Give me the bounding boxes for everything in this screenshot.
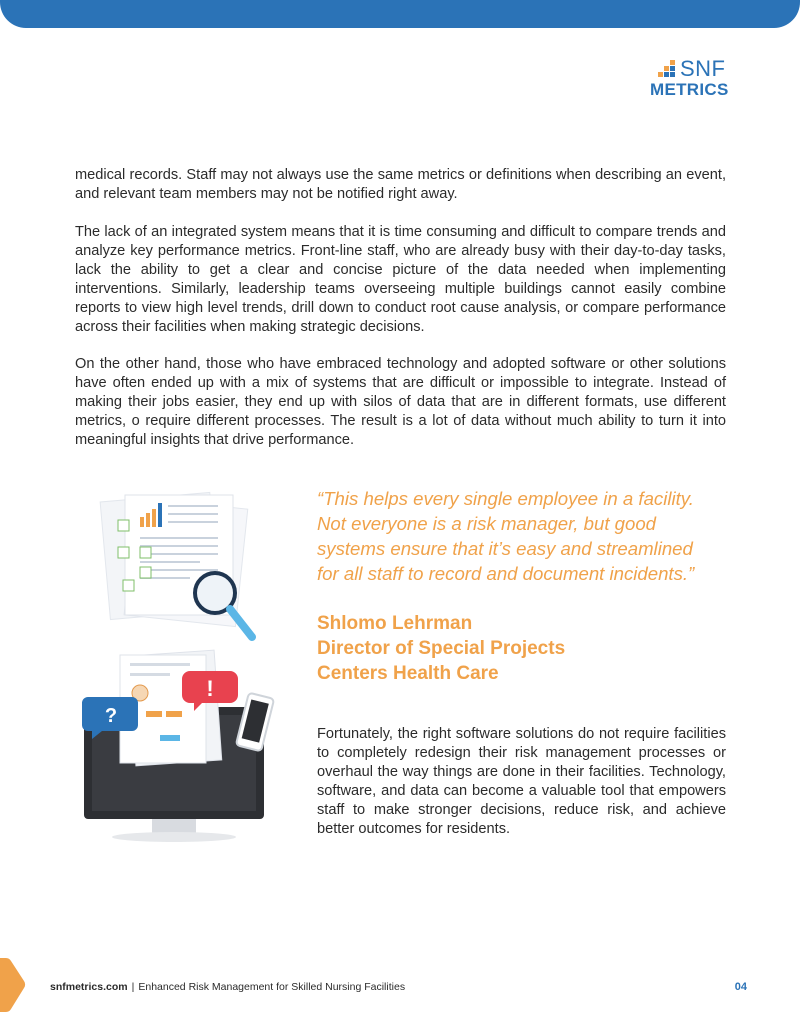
footer-site-link[interactable]: snfmetrics.com <box>50 981 128 993</box>
snf-metrics-logo <box>650 56 730 102</box>
footer-doc-title: Enhanced Risk Management for Skilled Nursing Facilities <box>138 981 406 993</box>
header-band <box>0 0 800 28</box>
pull-quote: “This helps every single employee in a facility. Not everyone is a risk manager, but good systems ensure that it’s easy and streamlined for all staff to record and document incidents.” <box>317 488 695 584</box>
alert-mark: ! <box>206 676 214 701</box>
footer <box>50 981 405 993</box>
page-number: 04 <box>734 981 747 993</box>
documents-computer-illustration <box>80 485 280 865</box>
magnifier-icon <box>195 573 252 637</box>
footer-corner-tab <box>0 958 28 1012</box>
logo-snf: SNF <box>680 56 726 81</box>
quote-author-name: Shlomo Lehrman <box>317 613 473 634</box>
logo-metrics: METRICS <box>650 80 729 99</box>
logo-bars-icon <box>652 58 680 80</box>
body-paragraph-1: medical records. Staff may not always use the same metrics or definitions when describing an event, and relevant team members may not be notified right away. <box>75 167 726 202</box>
quote-author-title: Director of Special Projects <box>317 638 566 659</box>
body-paragraph-4: Fortunately, the right software solutions do not require facilities to completely redesign their risk management processes or overhaul the way things are done in their facilities. Technology, software, and data can become a valuable tool that empowers staff to make stronger decisions, reduce risk, and achieve better outcomes for residents. <box>317 726 726 837</box>
body-paragraph-3: On the other hand, those who have embraced technology and adopted software or other solutions have often ended up with a mix of systems that are difficult or impossible to integrate. Instead of making their jobs easier, they end up with silos of data that are in different formats, use different metrics, o require different processes. The result is a lot of data without much ability to turn it into meaningful insights that drive performance. <box>75 356 726 448</box>
quote-author-org: Centers Health Care <box>317 663 499 684</box>
body-paragraph-2: The lack of an integrated system means that it is time consuming and difficult to compare trends and analyze key performance metrics. Front-line staff, who are already busy with their day-to-day tasks, lack the ability to get a clear and concise picture of the data needed when implementing interventions. Similarly, leadership teams overseeing multiple buildings cannot easily combine reports to view high level trends, drill down to conduct root cause analysis, or compare performance across their facilities when making strategic decisions. <box>75 224 726 335</box>
footer-separator: | <box>131 981 135 993</box>
question-mark: ? <box>104 705 118 727</box>
phone-icon <box>236 693 274 752</box>
